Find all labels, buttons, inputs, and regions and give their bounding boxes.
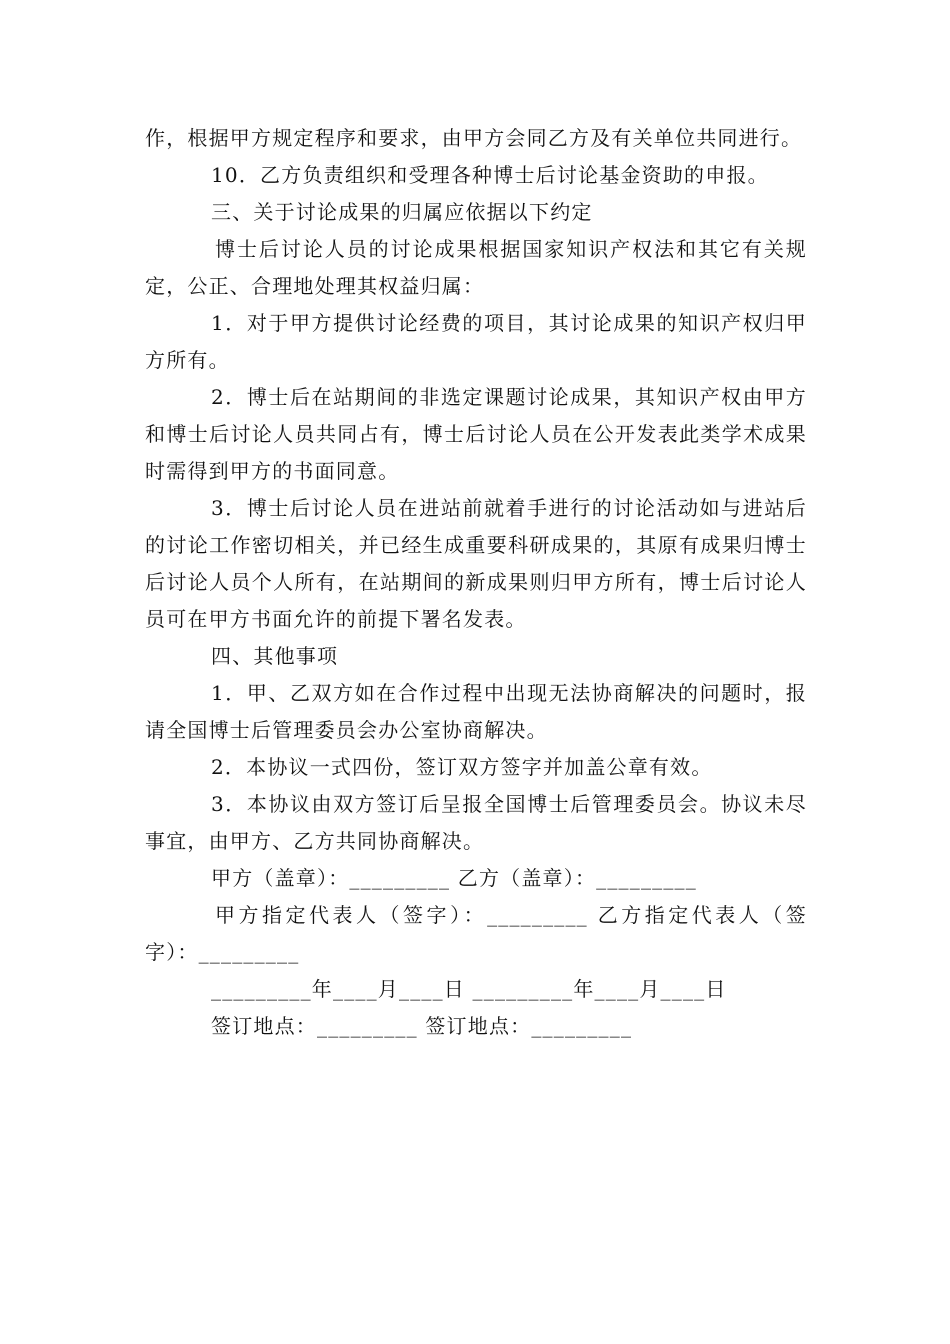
- date-line: _________年____月____日 _________年____月____日: [211, 977, 727, 1001]
- paragraph-clause-10: 10．乙方负责组织和受理各种博士后讨论基金资助的申报。: [211, 163, 769, 187]
- paragraph-other-3: 3．本协议由双方签订后呈报全国博士后管理委员会。协议未尽事宜，由甲方、乙方共同协商解决。: [145, 792, 807, 853]
- signing-location-line: 签订地点：_________ 签订地点：_________: [211, 1014, 633, 1038]
- representative-signature-line: 甲方指定代表人（签字）：_________ 乙方指定代表人（签字）：_________: [145, 903, 807, 964]
- paragraph-results-3: 3．博士后讨论人员在进站前就着手进行的讨论活动如与进站后的讨论工作密切相关，并已经生成重要科研成果的，其原有成果归博士后讨论人员个人所有，在站期间的新成果则归甲方所有，博士后讨论人员可在甲方书面允许的前提下署名发表。: [145, 496, 807, 631]
- paragraph-other-1: 1．甲、乙双方如在合作过程中出现无法协商解决的问题时，报请全国博士后管理委员会办公室协商解决。: [145, 681, 807, 742]
- paragraph-other-2: 2．本协议一式四份，签订双方签字并加盖公章有效。: [211, 755, 713, 779]
- paragraph-results-2: 2．博士后在站期间的非选定课题讨论成果，其知识产权由甲方和博士后讨论人员共同占有，博士后讨论人员在公开发表此类学术成果时需得到甲方的书面同意。: [145, 385, 807, 483]
- seal-line: 甲方（盖章）：_________ 乙方（盖章）：_________: [211, 866, 697, 890]
- paragraph-results-1: 1．对于甲方提供讨论经费的项目，其讨论成果的知识产权归甲方所有。: [145, 311, 807, 372]
- paragraph-results-intro: 博士后讨论人员的讨论成果根据国家知识产权法和其它有关规定，公正、合理地处理其权益归属：: [145, 237, 807, 298]
- section-heading-3: 三、关于讨论成果的归属应依据以下约定: [211, 200, 593, 224]
- document-body: [145, 120, 807, 1045]
- paragraph-continued-clause: 作，根据甲方规定程序和要求，由甲方会同乙方及有关单位共同进行。: [145, 126, 803, 150]
- section-heading-4: 四、其他事项: [211, 644, 339, 668]
